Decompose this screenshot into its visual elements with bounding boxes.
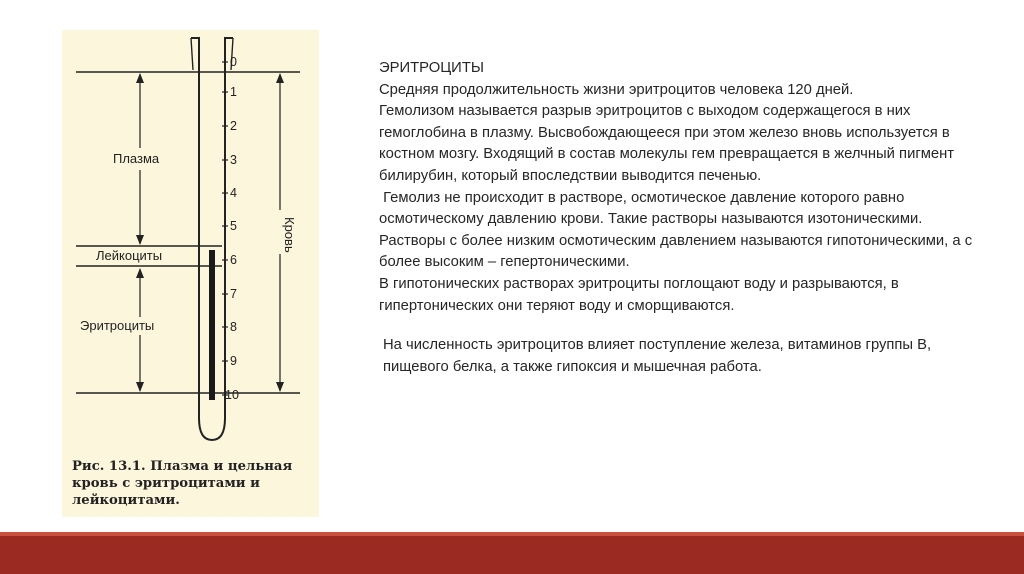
blood-column: [209, 250, 215, 400]
tick-label-5: 5: [230, 219, 237, 233]
hemolysis-paragraph: Гемолизом называется разрыв эритроцитов с выходом содержащегося в них гемоглобина в плазму. Высвобождающееся при этом железо вновь используется в костном мозгу. Входящий в состав молекулы гем превращается в желчный пигмент билирубин, который впоследствии выводится печенью.: [379, 103, 955, 184]
tick-label-9: 9: [230, 354, 237, 368]
lifespan-paragraph: Средняя продолжительность жизни эритроцитов человека 120 дней.: [379, 81, 854, 98]
erythrocytes-label: Эритроциты: [80, 318, 155, 333]
tick-label-7: 7: [230, 287, 237, 301]
leukocytes-label: Лейкоциты: [96, 248, 163, 263]
footer-bar: [0, 532, 1024, 574]
hypotonic-effect-paragraph: В гипотонических растворах эритроциты поглощают воду и разрываются, в гипертонических они теряют воду и сморщиваются.: [379, 275, 899, 314]
scale-tick-labels: [225, 55, 239, 402]
erythrocyte-count-paragraph: На численность эритроцитов влияет поступление железа, витаминов группы В, пищевого белка, а также гипоксия и мышечная работа.: [383, 337, 932, 375]
tick-label-10: 10: [225, 388, 239, 402]
isotonic-paragraph: Гемолиз не происходит в растворе, осмотическое давление которого равно осмотическому давлению крови. Такие растворы называются изотоническими.: [379, 189, 923, 228]
hypotonic-paragraph: Растворы с более низким осмотическим давлением называются гипотоническими, а с более высоким – гепертоническими.: [379, 232, 973, 271]
plasma-label: Плазма: [113, 151, 160, 166]
tick-label-8: 8: [230, 320, 237, 334]
tick-label-2: 2: [230, 119, 237, 133]
blood-label: Кровь: [282, 217, 297, 253]
tick-label-6: 6: [230, 253, 237, 267]
tick-label-3: 3: [230, 153, 237, 167]
tick-label-0: 0: [230, 55, 237, 69]
blood-tube-figure: [62, 30, 319, 517]
section-title: ЭРИТРОЦИТЫ: [379, 60, 484, 76]
tube-diagram: [62, 30, 319, 517]
tick-label-4: 4: [230, 186, 237, 200]
figure-caption: Рис. 13.1. Плазма и цельная кровь с эритроцитами и лейкоцитами.: [72, 459, 293, 508]
tick-label-1: 1: [230, 85, 237, 99]
footer-accent-line: [0, 532, 1024, 536]
main-text: [379, 58, 979, 378]
